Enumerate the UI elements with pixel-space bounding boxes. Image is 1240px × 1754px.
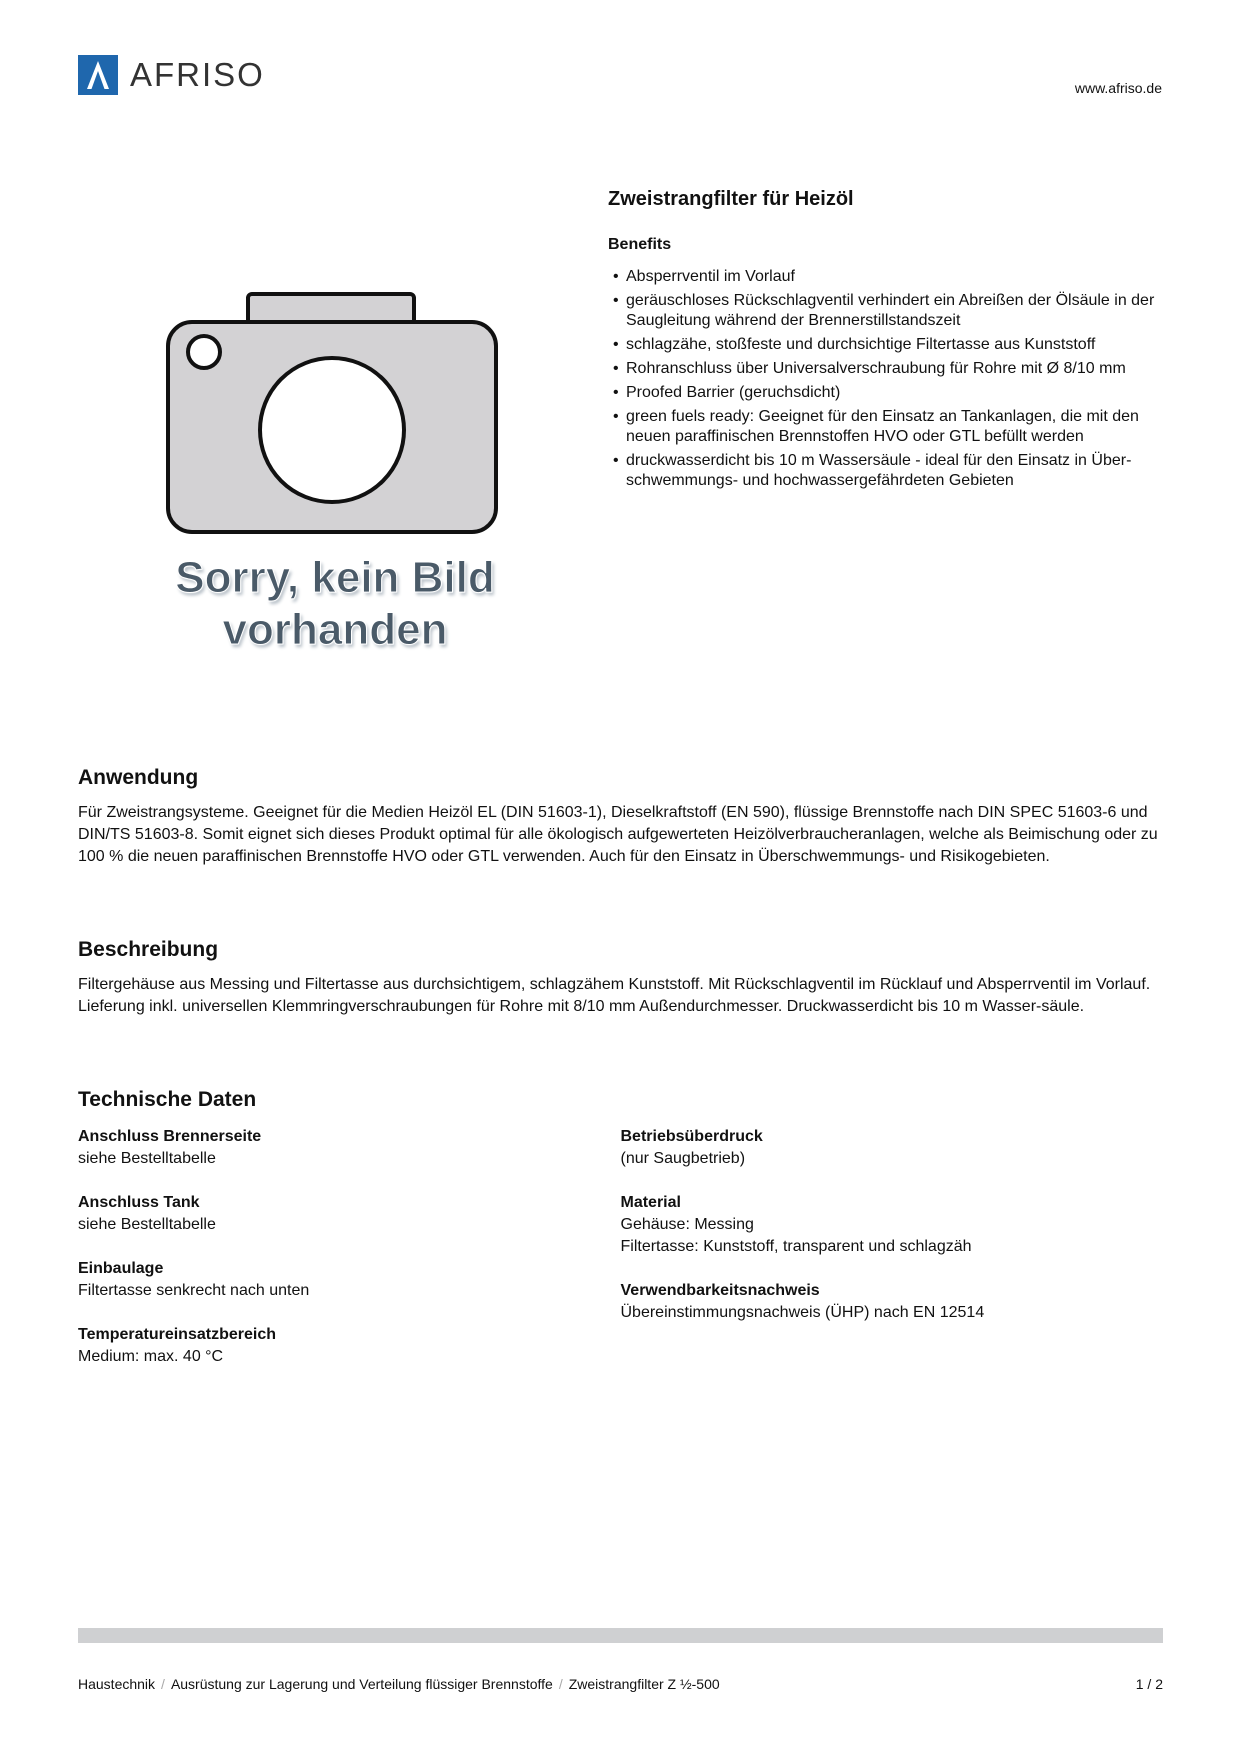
tech-label: Anschluss Tank (78, 1194, 200, 1211)
tech-label: Betriebsüberdruck (620, 1128, 763, 1145)
tech-value: Übereinstimmungsnachweis (ÜHP) nach EN 12514 (620, 1304, 985, 1321)
benefit-item: • Proofed Barrier (geruchsdicht) (608, 383, 1163, 403)
tech-item-verwendbarkeitsnachweis (621, 1280, 1164, 1324)
technische-daten-grid (78, 1126, 1163, 1390)
technische-daten-heading: Technische Daten (78, 1088, 257, 1111)
benefit-item: • Rohranschluss über Universalverschraubung für Rohre mit Ø 8/10 mm (608, 359, 1163, 379)
product-summary (608, 188, 1163, 495)
image-placeholder (160, 290, 510, 670)
website-link[interactable]: www.afriso.de (1074, 80, 1162, 96)
breadcrumb-separator: / (161, 1676, 165, 1692)
tech-item-einbaulage (78, 1258, 621, 1302)
tech-label: Anschluss Brennerseite (78, 1128, 262, 1145)
benefit-item: • schlagzähe, stoßfeste und durchsichtige Filtertasse aus Kunststoff (608, 335, 1163, 355)
benefit-item: • druckwasserdicht bis 10 m Wassersäule - ideal für den Einsatz in Über-schwemmungs- und hochwassergefährdeten Gebieten (608, 451, 1163, 491)
tech-label: Einbaulage (78, 1260, 164, 1277)
afriso-logo (78, 55, 265, 95)
tech-value: Gehäuse: Messing (620, 1216, 754, 1233)
breadcrumb-separator: / (558, 1676, 563, 1692)
technische-daten-section (78, 1088, 1163, 1390)
breadcrumb-item[interactable]: Haustechnik (78, 1676, 156, 1692)
brand-name: AFRISO (130, 56, 265, 93)
tech-value: Medium: max. 40 °C (78, 1348, 224, 1365)
tech-value: siehe Bestelltabelle (78, 1216, 216, 1233)
tech-value: Filtertasse senkrecht nach unten (78, 1282, 310, 1299)
anwendung-text: Für Zweistrangsysteme. Geeignet für die Medien Heizöl EL (DIN 51603-1), Dieselkraftstoff (EN 590), flüssige Brennstoffe nach DIN SPEC 51603-6 und DIN/TS 51603-8. Somit eignet sich dieses Produkt optimal für alle ökologisch aufgewerteten Heizölverbraucheranlagen, welche als Beimischung oder zu 100 % die neuen paraffinischen Brennstoffe HVO oder GTL verwenden. Auch für den Einsatz in Überschwemmungs- und Risikogebieten. (78, 804, 1158, 865)
tech-label: Temperatureinsatzbereich (78, 1326, 276, 1343)
tech-item-temperatureinsatzbereich (78, 1324, 621, 1368)
beschreibung-heading: Beschreibung (78, 938, 219, 961)
tech-item-material (621, 1192, 1164, 1258)
tech-label: Verwendbarkeitsnachweis (620, 1282, 820, 1299)
breadcrumb (78, 1676, 720, 1692)
benefit-item: • geräuschloses Rückschlagventil verhindert ein Abreißen der Ölsäule in der Saugleitung während der Brennerstillstandszeit (608, 291, 1163, 331)
breadcrumb-item[interactable]: Zweistrangfilter Z ½-500 (568, 1676, 720, 1692)
tech-value: (nur Saugbetrieb) (620, 1150, 746, 1167)
anwendung-heading: Anwendung (78, 766, 199, 789)
afriso-logo-icon (78, 55, 118, 95)
benefit-item: • Absperrventil im Vorlauf (608, 267, 1163, 287)
beschreibung-section (78, 938, 1163, 1018)
benefits-list (608, 267, 1163, 491)
product-title: Zweistrangfilter für Heizöl (608, 188, 854, 210)
camera-icon (160, 290, 510, 540)
breadcrumb-item[interactable]: Ausrüstung zur Lagerung und Verteilung flüssiger Brennstoffe (170, 1676, 553, 1692)
tech-value: Filtertasse: Kunststoff, transparent und schlagzäh (620, 1238, 972, 1255)
footer-divider (78, 1628, 1163, 1643)
page-number: 1 / 2 (1135, 1676, 1163, 1692)
footer (78, 1676, 1163, 1692)
tech-label: Material (620, 1194, 681, 1211)
no-image-text (160, 552, 510, 656)
benefits-heading: Benefits (608, 236, 672, 253)
tech-column-left (78, 1126, 621, 1390)
no-image-text-line1: Sorry, kein Bild (175, 553, 495, 602)
no-image-text-line2: vorhanden (222, 605, 448, 654)
tech-value: siehe Bestelltabelle (78, 1150, 216, 1167)
anwendung-section (78, 766, 1163, 868)
tech-item-anschluss-brennerseite (78, 1126, 621, 1170)
tech-item-anschluss-tank (78, 1192, 621, 1236)
beschreibung-text: Filtergehäuse aus Messing und Filtertasse aus durchsichtigem, schlagzähem Kunststoff. Mit Rückschlagventil im Rücklauf und Absperrventil im Vorlauf. Lieferung inkl. universellen Klemmringverschraubungen für Rohre mit 8/10 mm Außendurchmesser. Druckwasserdicht bis 10 m Wasser-säule. (78, 976, 1151, 1015)
tech-item-betriebsueberdruck (621, 1126, 1164, 1170)
benefit-item: • green fuels ready: Geeignet für den Einsatz an Tankanlagen, die mit den neuen paraffinischen Brennstoffen HVO oder GTL befüllt werden (608, 407, 1163, 447)
tech-column-right (621, 1126, 1164, 1390)
